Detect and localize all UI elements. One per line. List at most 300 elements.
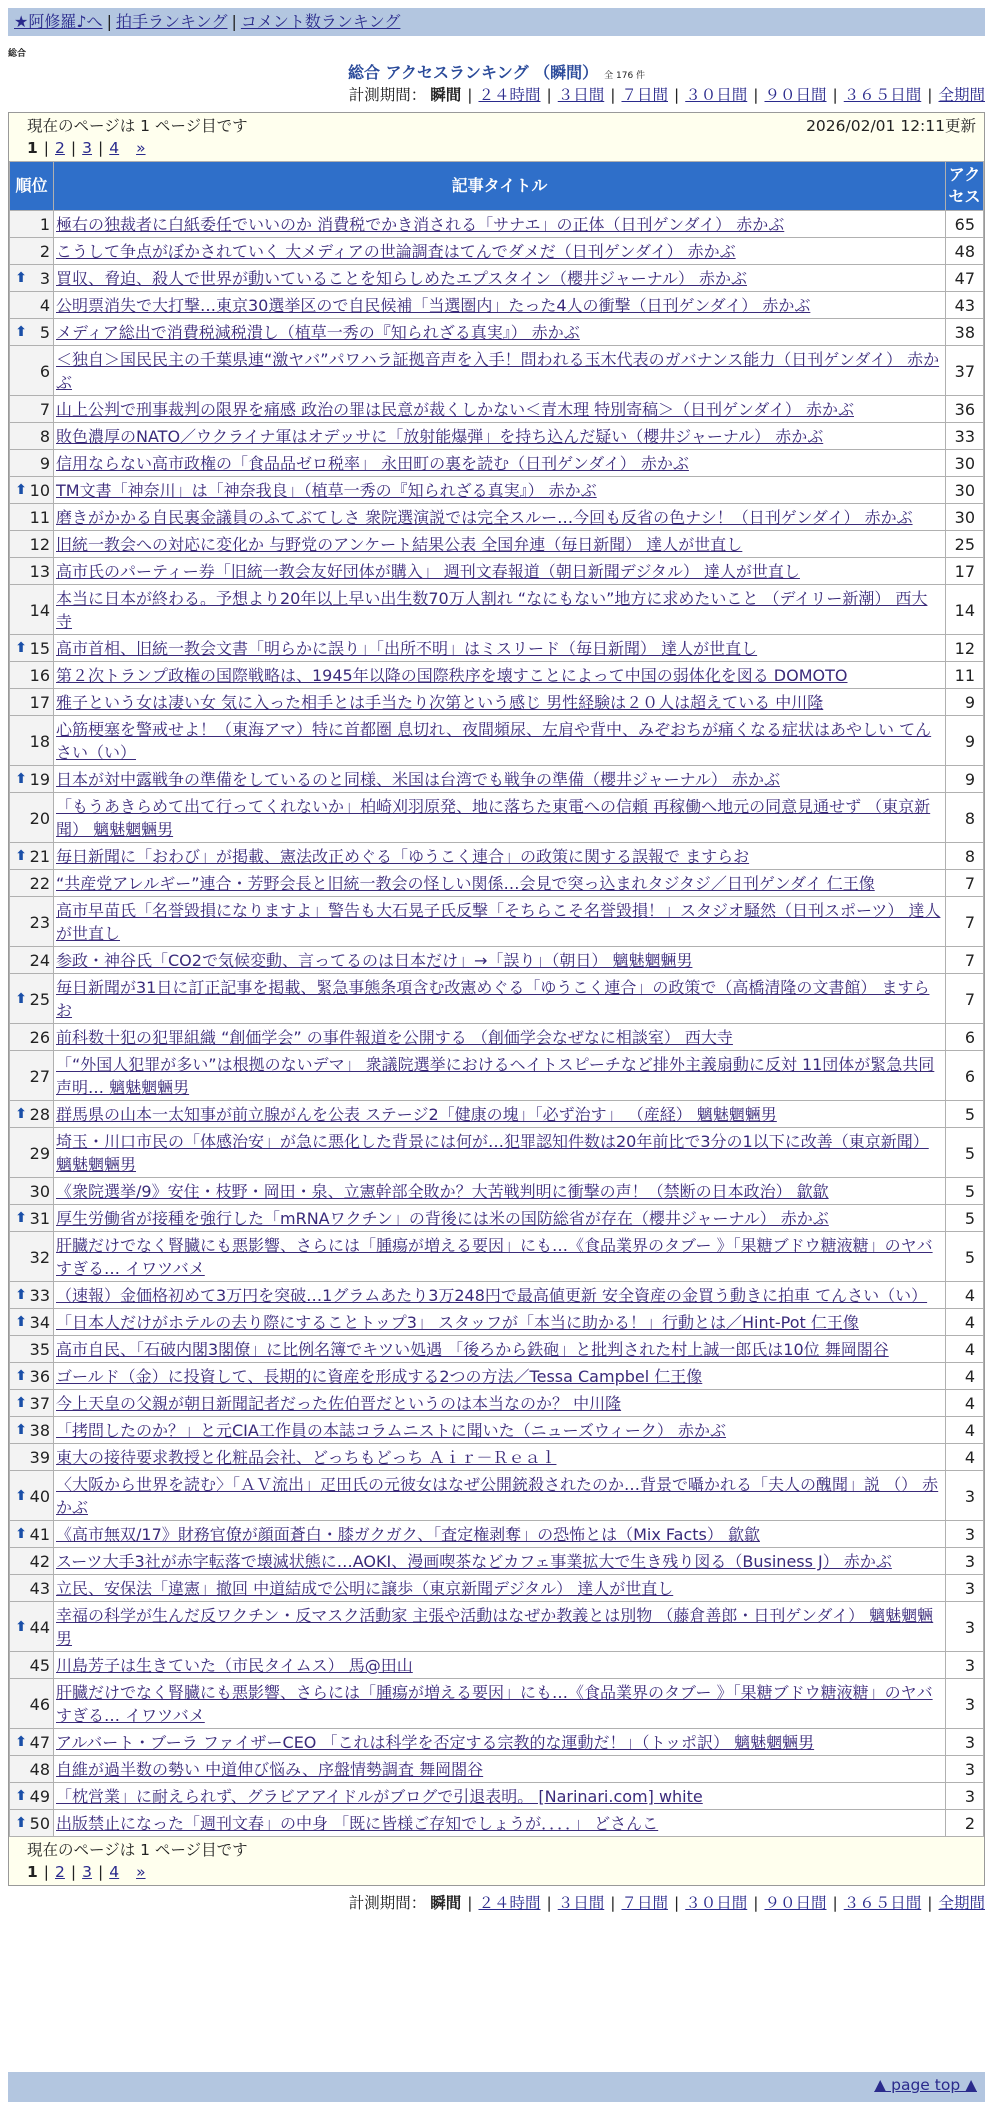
page-link-4[interactable]: 4 xyxy=(109,139,120,157)
access-count: 3 xyxy=(946,1783,984,1810)
up-arrow-icon: ⬆ xyxy=(15,1487,27,1504)
up-arrow-icon: ⬆ xyxy=(15,1526,27,1542)
table-row xyxy=(10,1309,984,1336)
rank-cell xyxy=(10,974,54,1024)
rank-number: 41 xyxy=(29,1525,50,1544)
rank-cell xyxy=(10,396,54,423)
article-link[interactable]: 《高市無双/17》財務官僚が顔面蒼白・膝ガクガク、「査定権剥奪」の恐怖とは（Mix Facts） 歙歙 xyxy=(56,1525,760,1544)
page-link-4[interactable]: 4 xyxy=(109,1863,120,1881)
period-365d[interactable]: ３６５日間 xyxy=(843,86,922,104)
access-count: 3 xyxy=(946,1575,984,1602)
period-24h[interactable]: ２４時間 xyxy=(478,1894,541,1912)
page-link-2[interactable]: 2 xyxy=(55,139,65,157)
rank-cell xyxy=(10,1051,54,1101)
up-arrow-icon: ⬆ xyxy=(15,640,27,656)
article-link[interactable]: 極右の独裁者に白紙委任でいいのか 消費税でかき消される「サナエ」の正体（日刊ゲンダイ） 赤かぶ xyxy=(56,215,785,234)
period-30d[interactable]: ３０日間 xyxy=(685,1894,748,1912)
article-link[interactable]: アルバート・ブーラ ファイザーCEO 「これは科学を否定する宗教的な運動だ！」（トッポ訳） 魑魅魍魎男 xyxy=(56,1733,815,1752)
total-count: 全 176 件 xyxy=(604,71,646,81)
access-header: アクセス xyxy=(946,162,984,211)
rank-cell xyxy=(10,238,54,265)
table-row xyxy=(10,558,984,585)
rank-cell xyxy=(10,1548,54,1575)
next-page-link[interactable]: » xyxy=(136,139,146,157)
rank-cell xyxy=(10,265,54,292)
title-cell xyxy=(54,1602,946,1652)
title-cell xyxy=(54,1363,946,1390)
page-link-2[interactable]: 2 xyxy=(55,1863,65,1881)
rank-number: 36 xyxy=(29,1367,50,1386)
table-row xyxy=(10,1390,984,1417)
article-link[interactable]: 山上公判で刑事裁判の限界を痛感 政治の罪は民意が裁くしかない＜青木理 特別寄稿＞（日刊ゲンダイ） 赤かぶ xyxy=(56,400,854,419)
comment-ranking-link[interactable]: コメント数ランキング xyxy=(240,12,401,31)
rank-number: 33 xyxy=(29,1286,50,1305)
rank-number: 25 xyxy=(29,989,50,1009)
table-row xyxy=(10,1756,984,1783)
title-cell xyxy=(54,1390,946,1417)
table-row xyxy=(10,1548,984,1575)
access-count: 6 xyxy=(946,1051,984,1101)
article-link[interactable]: 前科数十犯の犯罪組織 “創価学会” の事件報道を公開する （創価学会なぜなに相談室） 西大寺 xyxy=(56,1028,733,1047)
table-row xyxy=(10,1101,984,1128)
table-row xyxy=(10,1178,984,1205)
table-row xyxy=(10,1417,984,1444)
nav-separator: | xyxy=(106,12,112,31)
title-cell xyxy=(54,1128,946,1178)
title-cell xyxy=(54,1652,946,1679)
rank-cell xyxy=(10,1101,54,1128)
article-link[interactable]: （速報）金価格初めて3万円を突破…1グラムあたり3万248円で最高値更新 安全資産の金買う動きに拍車 てんさい（い） xyxy=(56,1286,928,1305)
article-link[interactable]: “共産党アレルギー”連合・芳野会長と旧統一教会の怪しい関係…会見で突っ込まれタジタジ／日刊ゲンダイ 仁王像 xyxy=(56,874,875,893)
access-count: 2 xyxy=(946,1810,984,1837)
access-count: 33 xyxy=(946,423,984,450)
title-cell xyxy=(54,585,946,635)
article-link[interactable]: 心筋梗塞を警戒せよ！（東海アマ）特に首都圏 息切れ、夜間頻尿、左肩や背中、みぞおちが痛くなる症状はあやしい てんさい（い） xyxy=(56,720,932,762)
page-link-3[interactable]: 3 xyxy=(82,139,93,157)
rank-cell xyxy=(10,1205,54,1232)
access-count: 38 xyxy=(946,319,984,346)
table-row xyxy=(10,689,984,716)
article-link[interactable]: スーツ大手3社が赤字転落で壊滅状態に…AOKI、漫画喫茶などカフェ事業拡大で生き残り図る（Business J） 赤かぶ xyxy=(56,1552,892,1571)
ranking-table xyxy=(9,161,984,1837)
period-7d[interactable]: ７日間 xyxy=(621,1894,668,1912)
title-cell xyxy=(54,689,946,716)
table-row xyxy=(10,1128,984,1178)
article-link[interactable]: 肝臓だけでなく腎臓にも悪影響、さらには「腫瘍が増える要因」にも…《食品業界のタブー 》「果糖ブドウ糖液糖」のヤバすぎる… イワツバメ xyxy=(56,1236,933,1278)
table-row xyxy=(10,1232,984,1282)
article-link[interactable]: 「もうあきらめて出て行ってくれないか」柏崎刈羽原発、地に落ちた東電への信頼 再稼働へ地元の同意見通せず （東京新聞） 魑魅魍魎男 xyxy=(56,797,931,839)
page-top-link[interactable]: ▲ page top ▲ xyxy=(874,2076,977,2094)
table-row xyxy=(10,947,984,974)
title-cell xyxy=(54,843,946,870)
access-count: 4 xyxy=(946,1336,984,1363)
up-arrow-icon: ⬆ xyxy=(15,1815,27,1831)
article-link[interactable]: 第２次トランプ政権の国際戦略は、1945年以降の国際秩序を壊すことによって中国の弱体化を図る DOMOTO xyxy=(56,666,848,685)
rank-number: 5 xyxy=(39,323,50,342)
title-cell xyxy=(54,450,946,477)
rank-cell xyxy=(10,1783,54,1810)
page-link-3[interactable]: 3 xyxy=(82,1863,93,1881)
page-status: 現在のページは 1 ページ目です xyxy=(27,117,248,135)
rank-cell xyxy=(10,1178,54,1205)
table-row xyxy=(10,1363,984,1390)
rank-number: 47 xyxy=(29,1733,50,1752)
rank-cell xyxy=(10,1471,54,1521)
rank-cell xyxy=(10,766,54,793)
access-count: 7 xyxy=(946,870,984,897)
title-cell xyxy=(54,1521,946,1548)
title-cell xyxy=(54,1575,946,1602)
title-cell xyxy=(54,531,946,558)
title-cell xyxy=(54,716,946,766)
table-row xyxy=(10,504,984,531)
title-cell xyxy=(54,1101,946,1128)
rank-number: 48 xyxy=(29,1760,50,1779)
access-count: 3 xyxy=(946,1679,984,1729)
access-count: 3 xyxy=(946,1602,984,1652)
title-cell xyxy=(54,211,946,238)
rank-number: 42 xyxy=(29,1552,50,1571)
rank-cell xyxy=(10,1363,54,1390)
access-count: 30 xyxy=(946,450,984,477)
table-row xyxy=(10,1205,984,1232)
title-cell xyxy=(54,947,946,974)
period-24h[interactable]: ２４時間 xyxy=(478,86,541,104)
title-cell xyxy=(54,897,946,947)
period-3d[interactable]: ３日間 xyxy=(557,86,605,104)
period-all[interactable]: 全期間 xyxy=(938,86,985,104)
rank-number: 40 xyxy=(29,1486,50,1506)
access-count: 4 xyxy=(946,1363,984,1390)
access-count: 17 xyxy=(946,558,984,585)
rank-number: 44 xyxy=(29,1617,50,1637)
article-link[interactable]: 自維が過半数の勢い 中道伸び悩み、序盤情勢調査 舞岡閤谷 xyxy=(56,1760,484,1779)
access-count: 5 xyxy=(946,1178,984,1205)
article-link[interactable]: 出版禁止になった「週刊文春」の中身 「既に皆様ご存知でしょうが．．．．」 どさんこ xyxy=(56,1814,659,1833)
page-status: 現在のページは 1 ページ目です xyxy=(27,1841,248,1859)
title-cell xyxy=(54,1471,946,1521)
rank-number: 28 xyxy=(29,1105,50,1124)
access-count: 7 xyxy=(946,897,984,947)
article-link[interactable]: 埼玉・川口市民の「体感治安」が急に悪化した背景には何が…犯罪認知件数は20年前比で3分の1以下に改善（東京新聞） 魑魅魍魎男 xyxy=(56,1132,929,1174)
rank-number: 1 xyxy=(39,215,50,234)
article-link[interactable]: 旧統一教会への対応に変化か 与野党のアンケート結果公表 全国弁連（毎日新聞） 達人が世直し xyxy=(56,535,743,554)
title-cell xyxy=(54,1783,946,1810)
table-row xyxy=(10,1282,984,1309)
title-cell xyxy=(54,1336,946,1363)
table-row xyxy=(10,1024,984,1051)
access-count: 14 xyxy=(946,585,984,635)
rank-number: 23 xyxy=(29,912,50,932)
article-link[interactable]: 高市氏のパーティー券「旧統一教会友好団体が購入」 週刊文春報道（朝日新聞デジタル） 達人が世直し xyxy=(56,562,800,581)
article-link[interactable]: こうして争点がぼかされていく 大メディアの世論調査はてんでダメだ（日刊ゲンダイ） 赤かぶ xyxy=(56,242,736,261)
rank-number: 49 xyxy=(29,1787,50,1806)
article-link[interactable]: 毎日新聞に「おわび」が掲載、憲法改正めぐる「ゆうこく連合」の政策に関する誤報で ますらお xyxy=(56,847,750,866)
article-link[interactable]: 買収、脅迫、殺人で世界が動いていることを知らしめたエプスタイン（櫻井ジャーナル） 赤かぶ xyxy=(56,269,748,288)
rank-cell xyxy=(10,793,54,843)
rank-cell xyxy=(10,897,54,947)
rank-cell xyxy=(10,211,54,238)
title-cell xyxy=(54,292,946,319)
table-row xyxy=(10,843,984,870)
period-all[interactable]: 全期間 xyxy=(938,1894,985,1912)
table-header-row xyxy=(10,162,984,211)
up-arrow-icon: ⬆ xyxy=(15,482,27,498)
rank-number: 35 xyxy=(29,1340,50,1359)
article-link[interactable]: 毎日新聞が31日に訂正記事を掲載、緊急事態条項含む改憲めぐる「ゆうこく連合」の政策で（高橋清隆の文書館） ますらお xyxy=(56,978,930,1020)
article-link[interactable]: 厚生労働省が接種を強行した「mRNAワクチン」の背後には米の国防総省が存在（櫻井ジャーナル） 赤かぶ xyxy=(56,1209,829,1228)
period-current: 瞬間 xyxy=(430,86,462,104)
article-link[interactable]: 雅子という女は凄い女 気に入った相手とは手当たり次第という感じ 男性経験は２０人は超えている 中川隆 xyxy=(56,693,824,712)
access-count: 9 xyxy=(946,766,984,793)
access-count: 5 xyxy=(946,1205,984,1232)
title-cell xyxy=(54,1679,946,1729)
article-link[interactable]: 日本が対中露戦争の準備をしているのと同様、米国は台湾でも戦争の準備（櫻井ジャーナル） 赤かぶ xyxy=(56,770,780,789)
title-cell xyxy=(54,1282,946,1309)
rank-number: 38 xyxy=(29,1421,50,1440)
article-link[interactable]: 群馬県の山本一太知事が前立腺がんを公表 ステージ2「健康の塊」「必ず治す」 （産経） 魑魅魍魎男 xyxy=(56,1105,777,1124)
access-count: 9 xyxy=(946,689,984,716)
rank-number: 15 xyxy=(29,639,50,658)
table-row xyxy=(10,1652,984,1679)
rank-number: 11 xyxy=(29,508,50,527)
title-cell xyxy=(54,1051,946,1101)
period-30d[interactable]: ３０日間 xyxy=(685,86,748,104)
top-nav-bar xyxy=(8,8,985,36)
rank-number: 3 xyxy=(39,269,50,288)
table-row xyxy=(10,238,984,265)
rank-number: 10 xyxy=(29,481,50,500)
access-count: 65 xyxy=(946,211,984,238)
rank-number: 37 xyxy=(29,1394,50,1413)
access-count: 3 xyxy=(946,1548,984,1575)
access-count: 8 xyxy=(946,843,984,870)
rank-number: 19 xyxy=(29,770,50,789)
rank-cell xyxy=(10,1336,54,1363)
table-row xyxy=(10,1810,984,1837)
title-cell xyxy=(54,1729,946,1756)
article-link[interactable]: 磨きがかかる自民裏金議員のふてぶてしさ 衆院選演説では完全スルー…今回も反省の色ナシ！（日刊ゲンダイ） 赤かぶ xyxy=(56,508,913,527)
rank-number: 9 xyxy=(39,454,50,473)
rank-cell xyxy=(10,450,54,477)
period-90d[interactable]: ９０日間 xyxy=(764,1894,827,1912)
home-link[interactable]: ★阿修羅♪へ xyxy=(14,12,103,31)
up-arrow-icon: ⬆ xyxy=(15,1734,27,1750)
title-cell xyxy=(54,662,946,689)
access-count: 7 xyxy=(946,974,984,1024)
rank-number: 46 xyxy=(29,1694,50,1714)
up-arrow-icon: ⬆ xyxy=(15,990,27,1007)
article-link[interactable]: 〈大阪から世界を読む〉「ＡＶ流出」疋田氏の元彼女はなぜ公開銃殺されたのか…背景で囁かれる「夫人の醜聞」説 （） 赤かぶ xyxy=(56,1475,939,1517)
table-row xyxy=(10,974,984,1024)
article-link[interactable]: 高市自民、「石破内閣3閣僚」に比例名簿でキツい処遇 「後ろから鉄砲」と批判された村上誠一郎氏は10位 舞岡閤谷 xyxy=(56,1340,889,1359)
title-cell xyxy=(54,1444,946,1471)
rank-cell xyxy=(10,1756,54,1783)
period-7d[interactable]: ７日間 xyxy=(621,86,668,104)
access-count: 5 xyxy=(946,1101,984,1128)
access-count: 3 xyxy=(946,1471,984,1521)
access-count: 3 xyxy=(946,1652,984,1679)
rank-cell xyxy=(10,504,54,531)
pager-top xyxy=(9,113,984,161)
table-row xyxy=(10,766,984,793)
rank-header: 順位 xyxy=(10,162,54,211)
period-3d[interactable]: ３日間 xyxy=(557,1894,605,1912)
ranking-rows xyxy=(10,211,984,1837)
title-cell xyxy=(54,635,946,662)
article-link[interactable]: 川島芳子は生きていた（市民タイムス） 馬@田山 xyxy=(56,1656,413,1675)
rank-number: 45 xyxy=(29,1656,50,1675)
rank-cell xyxy=(10,558,54,585)
access-count: 25 xyxy=(946,531,984,558)
next-page-link[interactable]: » xyxy=(136,1863,146,1881)
period-label: 計測期間： xyxy=(348,86,427,104)
ranking-container xyxy=(8,112,985,1886)
period-label: 計測期間： xyxy=(348,1894,427,1912)
table-row xyxy=(10,450,984,477)
rank-number: 13 xyxy=(29,562,50,581)
article-link[interactable]: 「枕営業」に耐えられず、グラビアアイドルがブログで引退表明。 [Narinari.com] white xyxy=(56,1787,703,1806)
rank-number: 43 xyxy=(29,1579,50,1598)
table-row xyxy=(10,211,984,238)
rank-number: 20 xyxy=(29,808,50,828)
up-arrow-icon: ⬆ xyxy=(15,1106,27,1122)
access-count: 8 xyxy=(946,793,984,843)
clap-ranking-link[interactable]: 拍手ランキング xyxy=(115,12,228,31)
rank-cell xyxy=(10,1652,54,1679)
table-row xyxy=(10,635,984,662)
rank-number: 7 xyxy=(39,400,50,419)
period-365d[interactable]: ３６５日間 xyxy=(843,1894,922,1912)
article-link[interactable]: 高市早苗氏「名誉毀損になりますよ」警告も大石晃子氏反撃「そちらこそ名誉毀損！」スタジオ騒然（日刊スポーツ） 達人が世直し xyxy=(56,901,941,943)
table-row xyxy=(10,1783,984,1810)
article-link[interactable]: 幸福の科学が生んだ反ワクチン・反マスク活動家 主張や活動はなぜか教義とは別物 （藤倉善郎・日刊ゲンダイ） 魑魅魍魎男 xyxy=(56,1606,934,1648)
up-arrow-icon: ⬆ xyxy=(15,848,27,864)
access-count: 30 xyxy=(946,477,984,504)
article-link[interactable]: 敗色濃厚のNATO／ウクライナ軍はオデッサに「放射能爆弾」を持ち込んだ疑い（櫻井ジャーナル） 赤かぶ xyxy=(56,427,824,446)
rank-number: 21 xyxy=(29,847,50,866)
rank-cell xyxy=(10,319,54,346)
rank-number: 18 xyxy=(29,731,50,751)
rank-cell xyxy=(10,1521,54,1548)
title-cell xyxy=(54,766,946,793)
article-link[interactable]: 参政・神谷氏「CO2で気候変動、言ってるのは日本だけ」→「誤り」（朝日） 魑魅魍魎男 xyxy=(56,951,693,970)
rank-number: 14 xyxy=(29,600,50,620)
article-link[interactable]: 肝臓だけでなく腎臓にも悪影響、さらには「腫瘍が増える要因」にも…《食品業界のタブー 》「果糖ブドウ糖液糖」のヤバすぎる… イワツバメ xyxy=(56,1683,933,1725)
access-count: 47 xyxy=(946,265,984,292)
table-row xyxy=(10,662,984,689)
table-row xyxy=(10,265,984,292)
title-cell xyxy=(54,1205,946,1232)
article-link[interactable]: 公明票消失で大打撃…東京30選挙区ので自民候補「当選圏内」たった4人の衝撃（日刊ゲンダイ） 赤かぶ xyxy=(56,296,811,315)
article-link[interactable]: 今上天皇の父親が朝日新聞記者だった佐伯晋だというのは本当なのか？ 中川隆 xyxy=(56,1394,622,1413)
rank-number: 24 xyxy=(29,951,50,970)
rank-number: 2 xyxy=(39,242,50,261)
rank-number: 31 xyxy=(29,1209,50,1228)
access-count: 5 xyxy=(946,1232,984,1282)
article-link[interactable]: ゴールド（金）に投資して、長期的に資産を形成する2つの方法／Tessa Campbel 仁王像 xyxy=(56,1367,703,1386)
rank-number: 29 xyxy=(29,1143,50,1163)
period-selector-bottom: 計測期間： 瞬間 | ２４時間 | ３日間 | ７日間 | ３０日間 | ９０日間 | ３６５日間 | 全期間 xyxy=(348,1894,985,1912)
rank-cell xyxy=(10,346,54,396)
article-link[interactable]: 「日本人だけがホテルの去り際にすることトップ3」 スタッフが「本当に助かる！」行動とは／Hint-Pot 仁王像 xyxy=(56,1313,859,1332)
article-link[interactable]: ＜独自＞国民民主の千葉県連“激ヤバ”パワハラ証拠音声を入手！問われる玉木代表のガバナンス能力（日刊ゲンダイ） 赤かぶ xyxy=(56,350,940,392)
article-link[interactable]: TM文書「神奈川」は「神奈我良」（植草一秀の『知られざる真実』） 赤かぶ xyxy=(56,481,597,500)
table-row xyxy=(10,1444,984,1471)
access-count: 9 xyxy=(946,716,984,766)
table-row xyxy=(10,1729,984,1756)
access-count: 48 xyxy=(946,238,984,265)
title-cell xyxy=(54,1756,946,1783)
rank-number: 17 xyxy=(29,693,50,712)
article-link[interactable]: 東大の接待要求教授と化粧品会社、どっちもどっち Ａｉｒ－Ｒｅａｌ xyxy=(56,1448,557,1467)
article-link[interactable]: 信用ならない高市政権の「食品品ゼロ税率」 永田町の裏を読む（日刊ゲンダイ） 赤かぶ xyxy=(56,454,689,473)
up-arrow-icon: ⬆ xyxy=(15,1618,27,1635)
table-row xyxy=(10,1602,984,1652)
title-cell xyxy=(54,396,946,423)
access-count: 6 xyxy=(946,1024,984,1051)
rank-cell xyxy=(10,292,54,319)
table-row xyxy=(10,1051,984,1101)
up-arrow-icon: ⬆ xyxy=(15,1210,27,1226)
rank-number: 30 xyxy=(29,1182,50,1201)
page-title: 総合 アクセスランキング （瞬間） xyxy=(347,63,599,82)
table-row xyxy=(10,870,984,897)
up-arrow-icon: ⬆ xyxy=(15,270,27,286)
article-link[interactable]: 立民、安保法「違憲」撤回 中道結成で公明に譲歩（東京新聞デジタル） 達人が世直し xyxy=(56,1579,674,1598)
article-link[interactable]: 「拷問したのか？」と元CIA工作員の本誌コラムニストに聞いた（ニューズウィーク） 赤かぶ xyxy=(56,1421,727,1440)
article-link[interactable]: 高市首相、旧統一教会文書「明らかに誤り」「出所不明」はミスリード（毎日新聞） 達人が世直し xyxy=(56,639,758,658)
rank-cell xyxy=(10,1417,54,1444)
access-count: 4 xyxy=(946,1444,984,1471)
article-link[interactable]: 《衆院選挙/9》安住・枝野・岡田・泉、立憲幹部全敗か？大苦戦判明に衝撃の声！（禁断の日本政治） 歙歙 xyxy=(56,1182,829,1201)
title-header: 記事タイトル xyxy=(54,162,946,211)
article-link[interactable]: 本当に日本が終わる。予想より20年以上早い出生数70万人割れ “なにもない”地方に求めたいこと （デイリー新潮） 西大寺 xyxy=(56,589,928,631)
title-cell xyxy=(54,1548,946,1575)
rank-cell xyxy=(10,1282,54,1309)
access-count: 4 xyxy=(946,1417,984,1444)
table-row xyxy=(10,585,984,635)
access-count: 4 xyxy=(946,1390,984,1417)
rank-number: 4 xyxy=(39,296,50,315)
table-row xyxy=(10,1336,984,1363)
table-row xyxy=(10,423,984,450)
title-cell xyxy=(54,974,946,1024)
access-count: 7 xyxy=(946,947,984,974)
rank-cell xyxy=(10,1810,54,1837)
access-count: 36 xyxy=(946,396,984,423)
access-count: 43 xyxy=(946,292,984,319)
title-cell xyxy=(54,319,946,346)
title-cell xyxy=(54,1232,946,1282)
rank-cell xyxy=(10,843,54,870)
current-page: 1 xyxy=(27,139,38,157)
article-link[interactable]: 「“外国人犯罪が多い”は根拠のないデマ」 衆議院選挙におけるヘイトスピーチなど排外主義扇動に反対 11団体が緊急共同声明… 魑魅魍魎男 xyxy=(56,1055,935,1097)
article-link[interactable]: メディア総出で消費税減税潰し（植草一秀の『知られざる真実』） 赤かぶ xyxy=(56,323,580,342)
rank-cell xyxy=(10,1602,54,1652)
rank-cell xyxy=(10,662,54,689)
title-cell xyxy=(54,504,946,531)
up-arrow-icon: ⬆ xyxy=(15,1395,27,1411)
access-count: 4 xyxy=(946,1309,984,1336)
title-cell xyxy=(54,1810,946,1837)
period-current: 瞬間 xyxy=(430,1894,462,1912)
up-arrow-icon: ⬆ xyxy=(15,324,27,340)
title-cell xyxy=(54,265,946,292)
table-row xyxy=(10,716,984,766)
access-count: 3 xyxy=(946,1756,984,1783)
period-90d[interactable]: ９０日間 xyxy=(764,86,827,104)
